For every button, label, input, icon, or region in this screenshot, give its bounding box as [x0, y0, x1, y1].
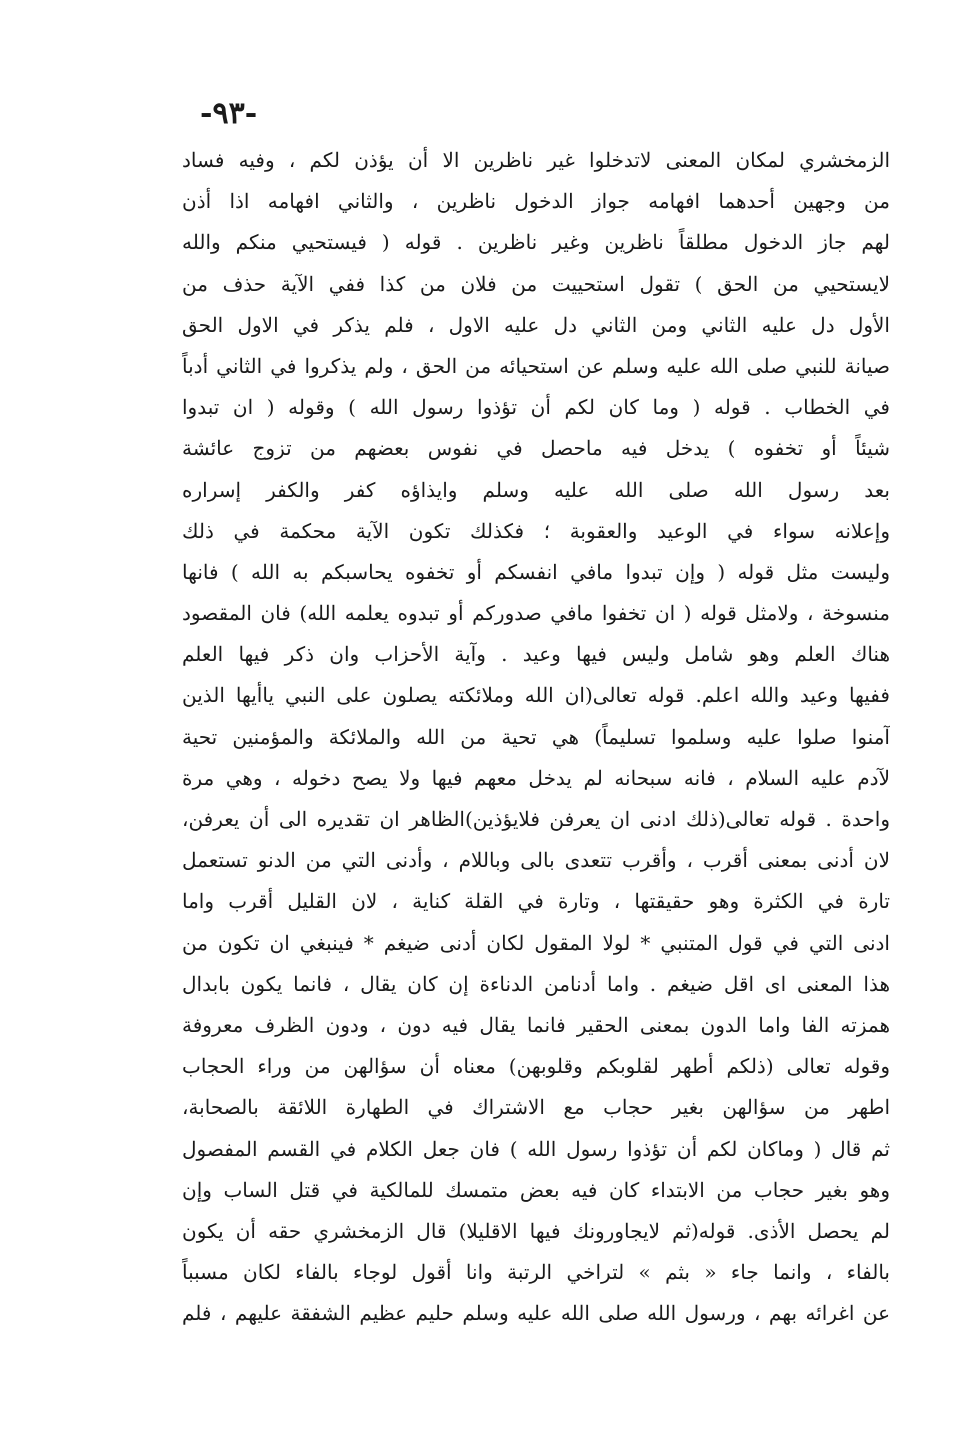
text-line: لايستحيي من الحق ) تقول استحييت من فلان من كذا ففي الآية حذف من — [182, 271, 890, 296]
body-text — [182, 140, 890, 1334]
text-line: في الخطاب . قوله ( وما كان لكم أن تؤذوا رسول الله ) وقوله ( ان تبدوا — [182, 395, 890, 420]
text-line: ادنى التي في قول المتنبي * لولا المقول لكان أدنى ضيغم * فينبغي ان تكون من — [182, 930, 890, 955]
text-line: وقوله تعالى (ذلكم أطهر لقلوبكم وقلوبهن) معناه أن سؤالهن من وراء الحجاب — [182, 1054, 890, 1079]
text-line: وإعلانه سواء في الوعيد والعقوبة ؛ فكذلك تكون الآية محكمة في ذلك — [182, 518, 890, 543]
text-line: ففيها وعيد والله اعلم. قوله تعالى(ان الله وملائكته يصلون على النبي ياأيها الذين — [182, 683, 890, 708]
text-line: شيئاً أو تخفوه ) يدخل فيه ماحصل في نفوس بعضهم من تزوج عائشة — [182, 436, 890, 461]
text-line: هذا المعنى اى اقل ضيغم . واما أدنامن الدناءة إن كان يقال ، فانما يكون بابدال — [182, 971, 890, 996]
text-line: واحدة . قوله تعالى(ذلك ادنى ان يعرفن فلايؤذين)الظاهر ان تقديره الى أن يعرفن، — [182, 807, 890, 831]
text-line: لهم جاز الدخول مطلقاً ناظرين وغير ناظرين . قوله ( فيستحيي منكم والله — [182, 230, 890, 255]
text-line: صيانة للنبي صلى الله عليه وسلم عن استحيائه من الحق ، ولم يذكروا في الثاني أدباً — [182, 353, 890, 378]
text-line: الزمخشري لمكان المعنى لاتدخلوا غير ناظرين الا أن يؤذن لكم ، وفيه فساد — [182, 148, 890, 172]
text-line: هناك العلم وهو شامل وليس فيها وعيد . وآية الأحزاب وان ذكر فيها العلم — [182, 642, 890, 667]
text-line: لآدم عليه السلام ، فانه سبحانه لم يدخل معهم فيها ولا يصح دخوله ، وهي مرة — [182, 765, 890, 790]
text-line: وهو بغير حجاب من الابتداء كان فيه بعض متمسك للمالكية في قتل الساب وإن — [182, 1177, 890, 1202]
text-line: الأول دل عليه الثاني ومن الثاني دل عليه الاول ، فلم يذكر في الاول الحق — [182, 312, 890, 337]
text-line: بعد رسول الله صلى الله عليه وسلم وايذاؤه كفر والكفر إسراره — [182, 477, 890, 502]
text-line: بالفاء ، وانما جاء « بثم » لتراخي الرتبة وانا أقول لوجاء بالفاء لكان مسبباً — [182, 1260, 890, 1285]
page-number: -٩٣- — [200, 96, 258, 131]
text-line: من وجهين أحدهما افهامه جواز الدخول ناظرين ، والثاني افهامه اذا أذن — [182, 189, 890, 214]
text-line: لان أدنى بمعنى أقرب ، وأقرب تتعدى بالى وباللام ، وأدنى التي من الدنو تستعمل — [182, 848, 890, 873]
text-line: آمنوا صلوا عليه وسلموا تسليماً) هي تحية من الله والملائكة والمؤمنين تحية — [182, 724, 890, 749]
text-line: منسوخة ، ولامثل قوله ( ان تخفوا مافي صدوركم أو تبدوه يعلمه الله) فان المقصود — [182, 601, 890, 626]
text-line: عن اغرائه بهم ، ورسول الله صلى الله عليه وسلم حليم عظيم الشفقة عليهم ، فلم — [182, 1301, 890, 1326]
text-line: ثم قال ( وماكان لكم أن تؤذوا رسول الله ) فان جعل الكلام في القسم المفصول — [182, 1136, 890, 1161]
text-line: لم يحصل الأذى. قوله(ثم لايجاورونك فيها الاقليلا) قال الزمخشري حقه أن يكون — [182, 1218, 890, 1243]
text-line: اطهر من سؤالهن بغير حجاب مع الاشتراك في الطهارة اللائقة بالصحابة، — [182, 1095, 890, 1120]
text-line: تارة في الكثرة وهو حقيقتها ، وتارة في القلة كناية ، لان القليل أقرب واما — [182, 889, 890, 914]
text-line: وليست مثل قوله ( وإن تبدوا مافي انفسكم أو تخفوه يحاسبكم به الله ) فانها — [182, 559, 890, 584]
text-line: همزته الفا واما الدون بمعنى الحقير فانما يقال فيه دون ، ودون الظرف معروفة — [182, 1012, 890, 1037]
